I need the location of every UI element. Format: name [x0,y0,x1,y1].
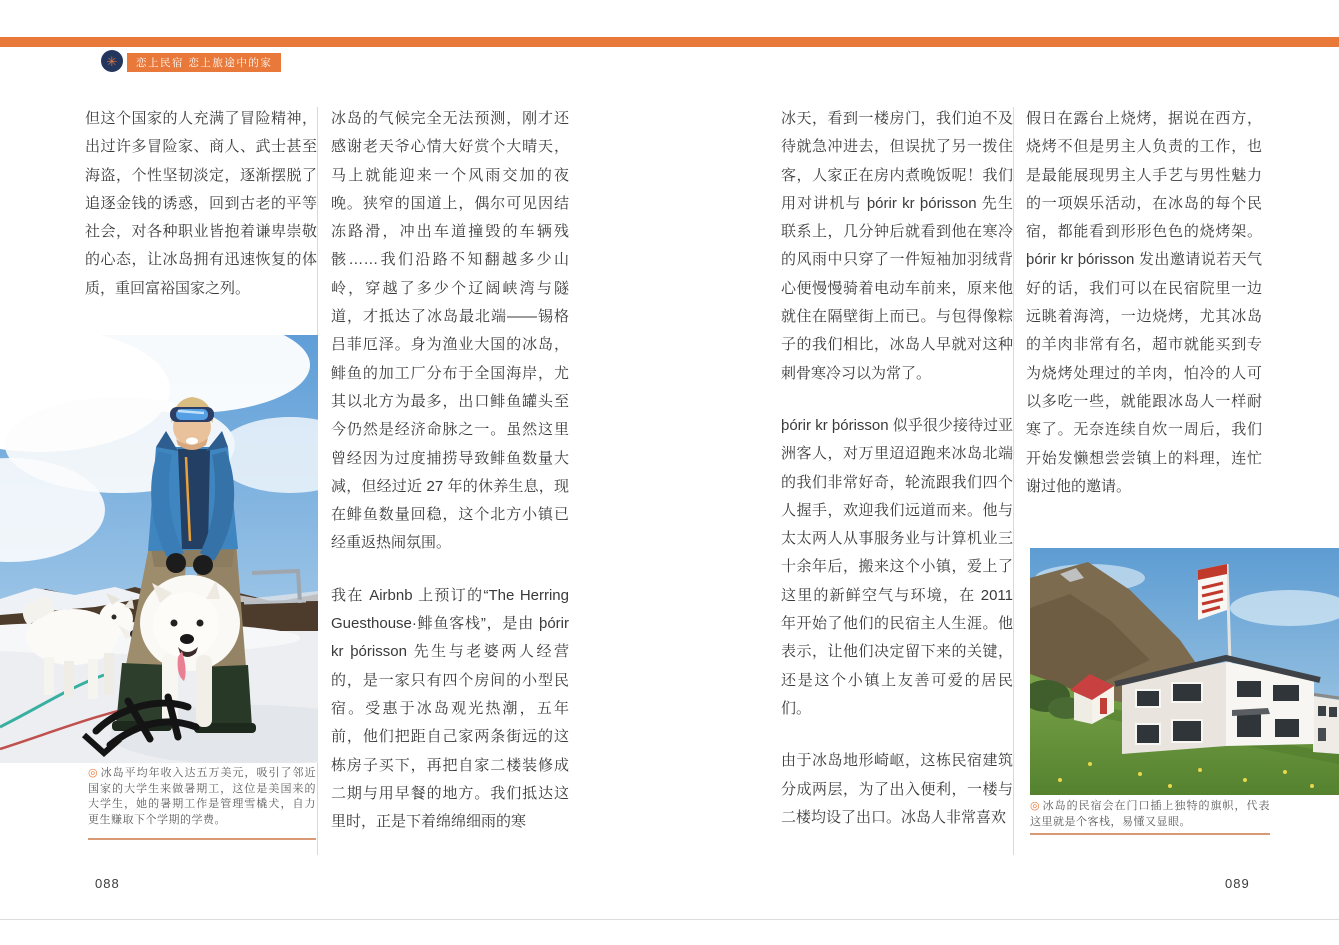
photo-caption-right [1030,799,1270,830]
paragraph: 我在 Airbnb 上预订的“The Herring Guesthouse·鲱鱼客栈”，是由 þórir kr þórisson 先生与老婆两人经营的，是一家只有四个房间的小型民宿。受惠于冰岛观光热潮，五年前，他们把距自己家两条街远的这栋房子买下，再把自家二楼装修成二期与用早餐的地方。我们抵达这里时，正是下着绵绵细雨的寒 [331,586,569,831]
compass-logo-icon: ✳ [101,50,123,72]
caption-bullet-icon: ◎ [1030,800,1041,812]
page-bottom-rule [0,919,1339,920]
right-page-column-2 [1026,105,1262,501]
caption-underline-left [88,838,316,840]
left-page-column-2 [331,105,569,836]
caption-underline-right [1030,833,1270,835]
paragraph: 但这个国家的人充满了冒险精神，出过许多冒险家、商人、武士甚至海盗，个性坚韧淡定，逐渐摆脱了追逐金钱的诱惑，回到古老的平等社会，对各种职业皆抱着谦卑崇敬的心态，让冰岛拥有迅速恢复的体质，重回富裕国家之列。 [85,110,317,297]
header-accent-rule [0,37,1339,47]
section-title-banner [127,53,281,72]
section-title: 恋上民宿 恋上旅途中的家 [136,57,273,69]
paragraph: 冰天，看到一楼房门，我们迫不及待就急冲进去，但误扰了另一拨住客，人家正在房内煮晚饭呢！我们用对讲机与 þórir kr þórisson 先生联系上，几分钟后就看到他在寒冷的风雨中只穿了一件短袖加羽绒背心便慢慢骑着电动车前来，原来他就住在隔壁街上而已。与包得像粽子的我们相比，冰岛人早就对这种刺骨寒冷习以为常了。 [781,110,1013,382]
left-page-column-1 [85,105,317,303]
right-page-column-1 [781,105,1013,832]
caption-bullet-icon: ◎ [88,767,99,779]
photo-guesthouse [1030,548,1339,795]
paragraph: þórir kr þórisson 似乎很少接待过亚洲客人，对万里迢迢跑来冰岛北端的我们非常好奇，轮流跟我们四个人握手，欢迎我们远道而来。他与太太两人从事服务业与计算机业三十余年后，搬来这个小镇，爱上了这里的新鲜空气与环境，在 2011 年开始了他们的民宿主人生涯。他表示，让他们决定留下来的关键，还是这个小镇上友善可爱的居民们。 [781,416,1013,717]
caption-text: 冰岛的民宿会在门口插上独特的旗帜，代表这里就是个客栈，易懂又显眼。 [1030,800,1270,828]
paragraph: 由于冰岛地形崎岖，这栋民宿建筑分成两层，为了出入便利，一楼与二楼均设了出口。冰岛人非常喜欢 [781,752,1013,826]
caption-text: 冰岛平均年收入达五万美元，吸引了邻近国家的大学生来做暑期工，这位是美国来的大学生，她的暑期工作是管理雪橇犬，自力更生赚取下个学期的学费。 [88,767,316,826]
paragraph: 冰岛的气候完全无法预测，刚才还感谢老天爷心情大好赏个大晴天，马上就能迎来一个风雨交加的夜晚。狭窄的国道上，偶尔可见因结冻路滑，冲出车道撞毁的车辆残骸……我们沿路不知翻越多少山岭，穿越了多少个辽阔峡湾与隧道，才抵达了冰岛最北端——锡格吕菲厄泽。身为渔业大国的冰岛，鲱鱼的加工厂分布于全国海岸，尤其以北方为最多，出口鲱鱼罐头至今仍然是经济命脉之一。虽然这里曾经因为过度捕捞导致鲱鱼数量大减，但经过近 27 年的休养生息，现在鲱鱼数量回稳，这个北方小镇已经重返热闹氛围。 [331,110,569,552]
paragraph: 假日在露台上烧烤，据说在西方，烧烤不但是男主人负责的工作，也是最能展现男主人手艺与男性魅力的一项娱乐活动，在冰岛的每个民宿，都能看到形形色色的烧烤架。þórir kr þórisson 发出邀请说若天气好的话，我们可以在民宿院里一边远眺着海湾，一边烧烤，尤其冰岛的羊肉非常有名，超市就能买到专为烧烤处理过的羊肉，怕冷的人可以多吃一些，就能跟冰岛人一样耐寒了。无奈连续自炊一周后，我们开始发懒想尝尝镇上的料理，连忙谢过他的邀请。 [1026,110,1262,495]
column-divider-right-page [1013,107,1014,855]
page-number-left: 088 [95,876,120,891]
photo-sled-dogs [0,335,318,763]
page-number-right: 089 [1225,876,1250,891]
photo-caption-left [88,766,316,828]
